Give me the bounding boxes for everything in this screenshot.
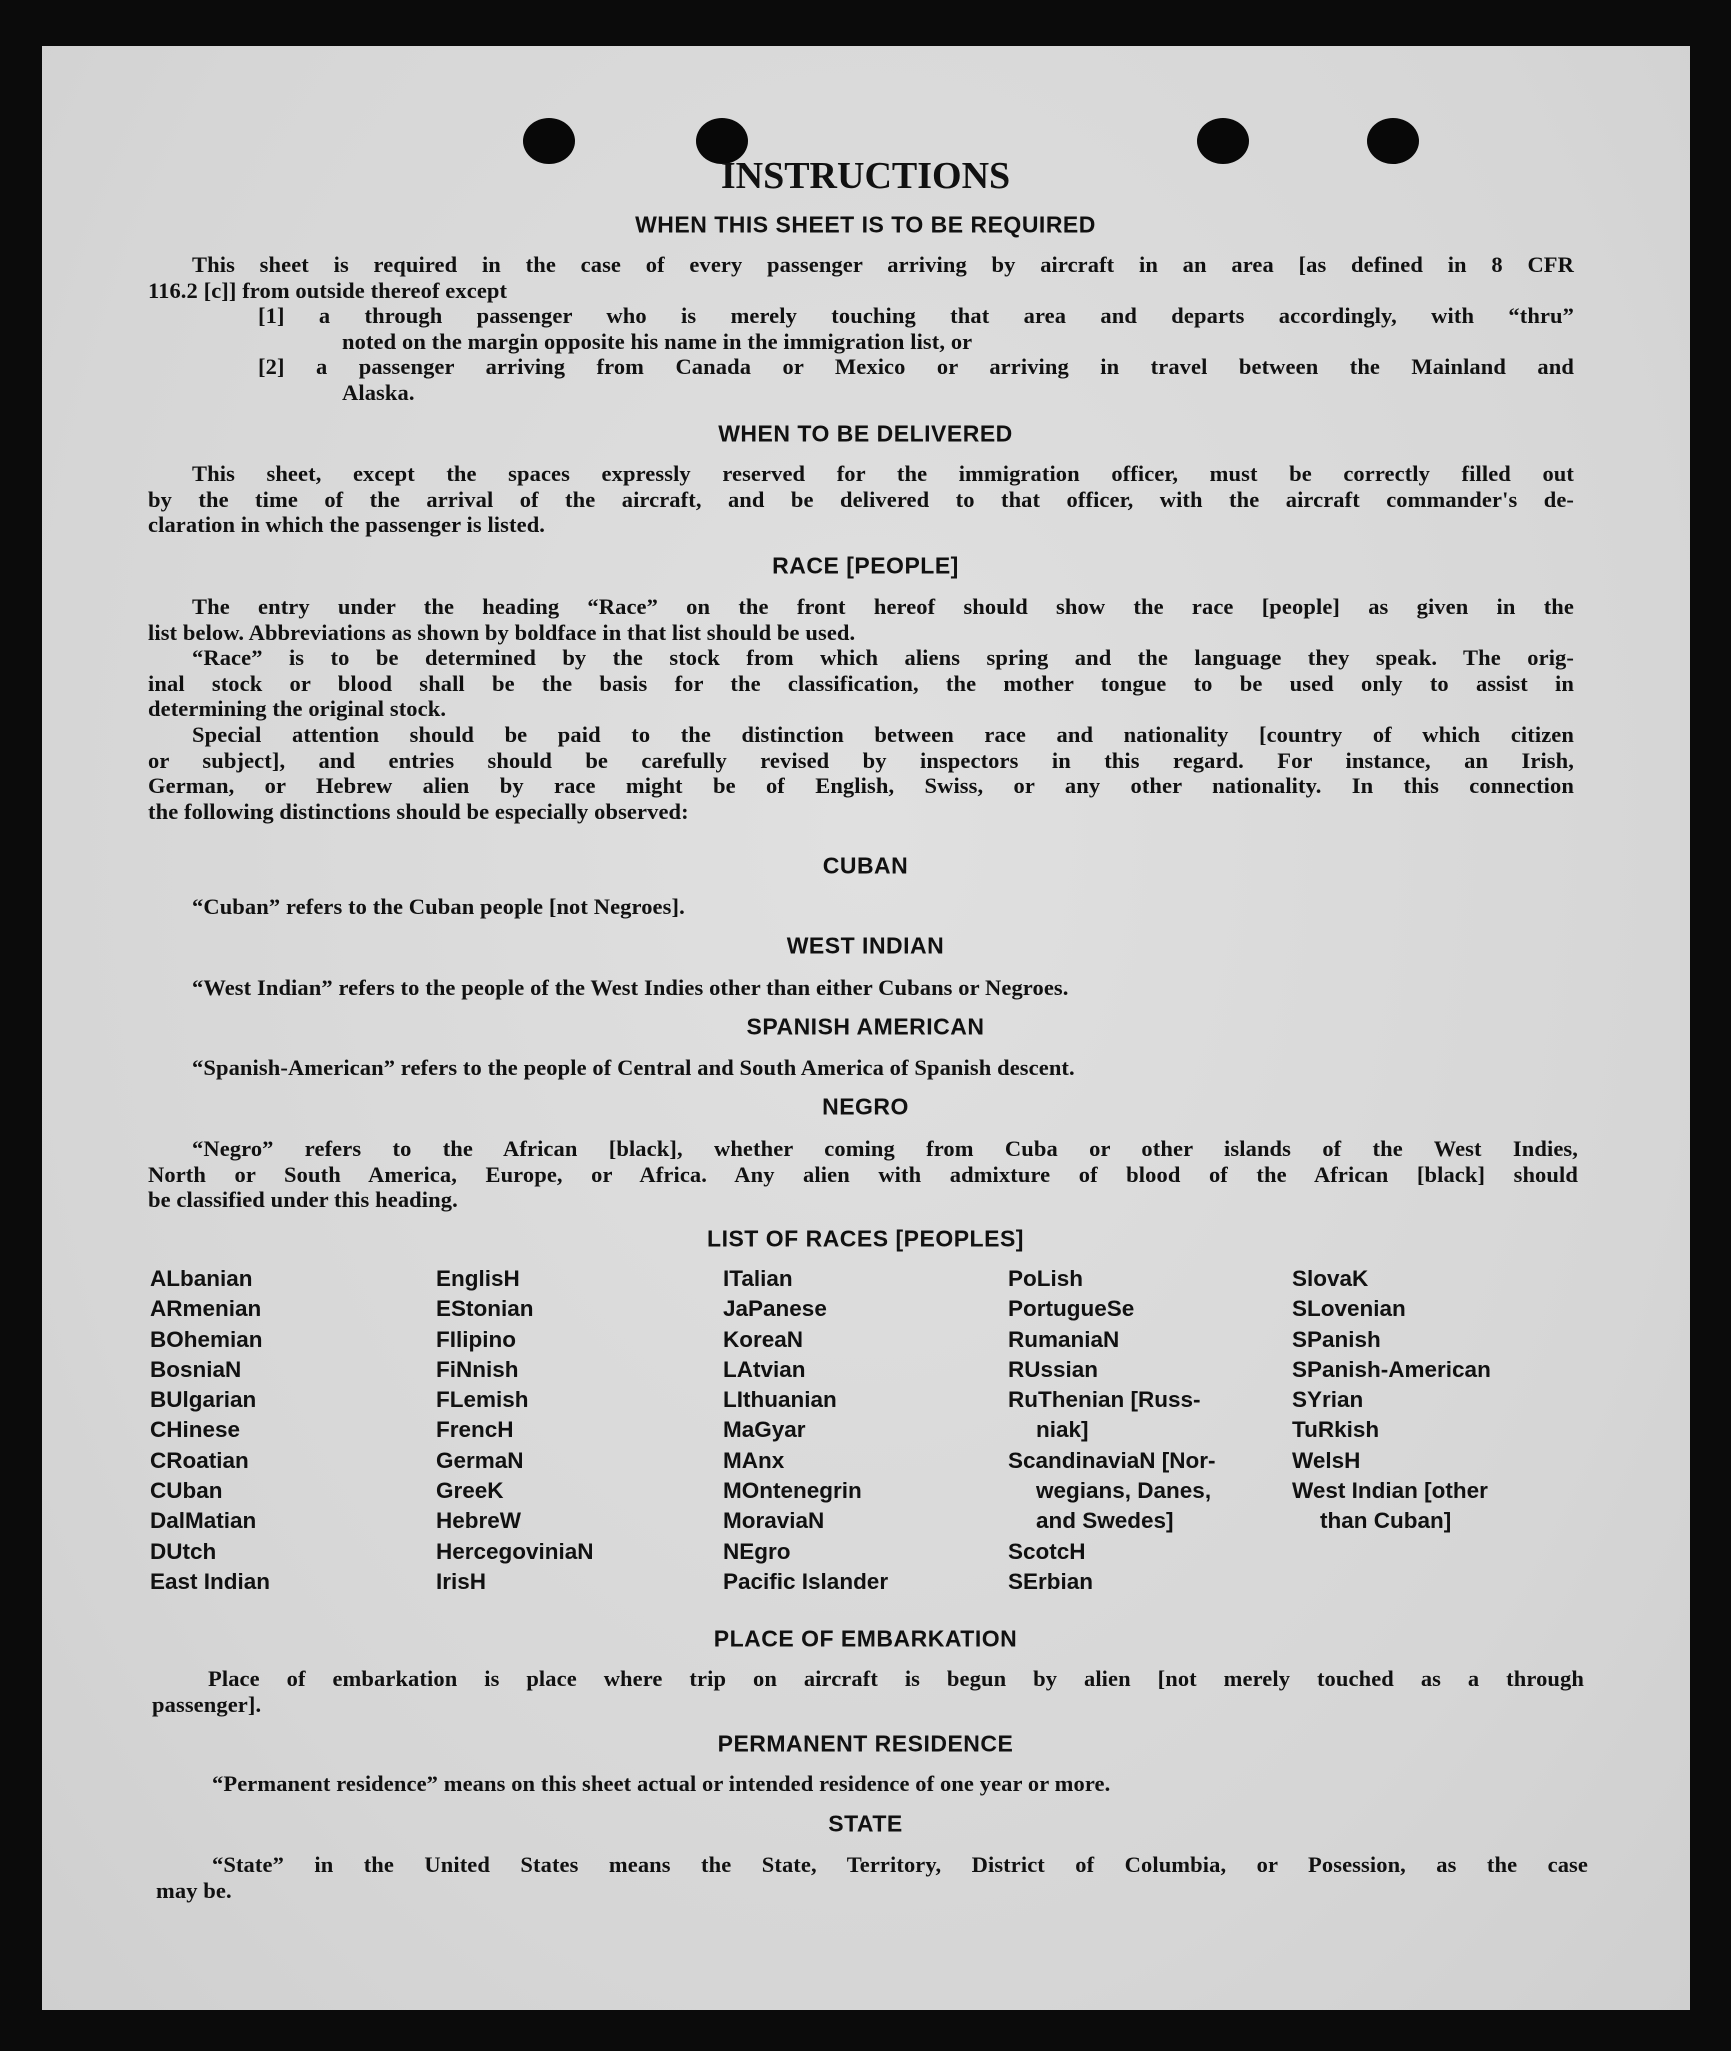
race-item: PoLish bbox=[1008, 1266, 1084, 1291]
race-item: EStonian bbox=[436, 1296, 534, 1322]
delivered-paragraph bbox=[148, 461, 1574, 538]
text-line: by the time of the arrival of the aircraft, and be delivered to that officer, with the aircraft commander's de- bbox=[148, 486, 1574, 512]
race-item: ITalian bbox=[723, 1266, 793, 1291]
race-item: RUssian bbox=[1008, 1356, 1099, 1382]
text-line: list below. Abbreviations as shown by boldface in that list should be used. bbox=[148, 619, 856, 645]
race-item: West Indian [other bbox=[1292, 1478, 1488, 1504]
race-item: CUban bbox=[150, 1478, 223, 1504]
heading-spanish-american: SPANISH AMERICAN bbox=[746, 1013, 985, 1040]
race-item: ALbanian bbox=[150, 1266, 253, 1291]
race-column bbox=[1008, 1264, 1216, 1597]
race-item: FiNnish bbox=[436, 1356, 519, 1382]
embarkation-paragraph bbox=[152, 1666, 1584, 1717]
race-item: CRoatian bbox=[150, 1447, 249, 1473]
race-item: SlovaK bbox=[1292, 1266, 1369, 1291]
state-paragraph bbox=[156, 1852, 1588, 1903]
race-item: and Swedes] bbox=[1036, 1508, 1174, 1534]
race-item: BosniaN bbox=[150, 1356, 242, 1382]
text-line: This sheet is required in the case of every passenger arriving by aircraft in an area [as defined in 8 CFR bbox=[192, 252, 1574, 277]
race-item: East Indian bbox=[150, 1568, 271, 1594]
text-line: “Cuban” refers to the Cuban people [not Negroes]. bbox=[192, 894, 685, 919]
race-item: MAnx bbox=[723, 1447, 785, 1473]
text-line: claration in which the passenger is listed. bbox=[148, 512, 546, 538]
race-item: than Cuban] bbox=[1320, 1508, 1452, 1534]
race-item: ScotcH bbox=[1008, 1538, 1086, 1564]
race-item: BOhemian bbox=[150, 1326, 263, 1352]
text-line: [1] a through passenger who is merely touching that area and departs accordingly, with “thru” bbox=[258, 303, 1574, 329]
race-item: KoreaN bbox=[723, 1326, 804, 1352]
heading-race: RACE [PEOPLE] bbox=[772, 552, 959, 579]
heading-cuban: CUBAN bbox=[822, 852, 909, 879]
race-item: SPanish-American bbox=[1292, 1356, 1491, 1382]
race-item: NEgro bbox=[723, 1538, 791, 1564]
heading-when-delivered: WHEN TO BE DELIVERED bbox=[718, 420, 1013, 447]
race-item: FrencH bbox=[436, 1417, 514, 1443]
text-line: inal stock or blood shall be the basis for the classification, the mother tongue to be used only to assist in bbox=[148, 670, 1574, 696]
race-item: MoraviaN bbox=[723, 1508, 825, 1534]
west-indian-text bbox=[148, 975, 1574, 1001]
race-item: SYrian bbox=[1292, 1387, 1364, 1413]
race-item: HebreW bbox=[436, 1508, 522, 1534]
text-line: Special attention should be paid to the distinction between race and nationality [country of which citizen bbox=[192, 721, 1574, 747]
text-line: “State” in the United States means the State, Territory, District of Columbia, or Posession, as the case bbox=[212, 1852, 1588, 1877]
race-item: EnglisH bbox=[436, 1266, 520, 1291]
race-column bbox=[723, 1264, 888, 1597]
race-item: ScandinaviaN [Nor- bbox=[1008, 1447, 1216, 1473]
required-paragraph bbox=[148, 252, 1574, 406]
race-item: GermaN bbox=[436, 1447, 524, 1473]
text-line: or subject], and entries should be carefully revised by inspectors in this regard. For instance, an Irish, bbox=[148, 747, 1574, 773]
text-line: German, or Hebrew alien by race might be of English, Swiss, or any other nationality. In this connection bbox=[148, 773, 1574, 799]
text-line: “West Indian” refers to the people of the West Indies other than either Cubans or Negroes. bbox=[192, 975, 1069, 1000]
race-item: IrisH bbox=[436, 1568, 487, 1594]
heading-state: STATE bbox=[828, 1810, 903, 1837]
heading-list-of-races: LIST OF RACES [PEOPLES] bbox=[707, 1225, 1024, 1252]
text-line: “Permanent residence” means on this sheet actual or intended residence of one year or more. bbox=[212, 1771, 1111, 1796]
heading-west-indian: WEST INDIAN bbox=[786, 932, 945, 959]
race-item: DUtch bbox=[150, 1538, 217, 1564]
race-item: Pacific Islander bbox=[723, 1568, 889, 1594]
race-item: MOntenegrin bbox=[723, 1478, 862, 1504]
text-line: “Negro” refers to the African [black], whether coming from Cuba or other islands of the West Indies, bbox=[192, 1136, 1578, 1161]
race-paragraph bbox=[148, 594, 1574, 824]
race-item: RuThenian [Russ- bbox=[1008, 1387, 1201, 1413]
text-line: “Race” is to be determined by the stock from which aliens spring and the language they speak. The orig- bbox=[192, 645, 1574, 671]
race-item: niak] bbox=[1036, 1417, 1089, 1443]
race-item: HercegoviniaN bbox=[436, 1538, 594, 1564]
page-title: INSTRUCTIONS bbox=[720, 155, 1011, 197]
race-item: JaPanese bbox=[723, 1296, 827, 1322]
race-column bbox=[150, 1264, 270, 1597]
cuban-text bbox=[148, 894, 1574, 920]
text-line: This sheet, except the spaces expressly reserved for the immigration officer, must be correctly filled out bbox=[192, 461, 1574, 486]
text-line: passenger]. bbox=[152, 1691, 262, 1717]
residence-text bbox=[148, 1771, 1594, 1797]
race-item: SPanish bbox=[1292, 1326, 1381, 1352]
race-item: LIthuanian bbox=[723, 1387, 837, 1413]
race-item: LAtvian bbox=[723, 1356, 806, 1382]
race-item: FIlipino bbox=[436, 1326, 516, 1352]
race-item: BUlgarian bbox=[150, 1387, 257, 1413]
race-item: PortugueSe bbox=[1008, 1296, 1135, 1322]
text-line: be classified under this heading. bbox=[148, 1187, 458, 1213]
heading-permanent-residence: PERMANENT RESIDENCE bbox=[717, 1730, 1014, 1757]
race-item: SLovenian bbox=[1292, 1296, 1406, 1322]
text-line: Place of embarkation is place where trip on aircraft is begun by alien [not merely touched as a through bbox=[208, 1666, 1584, 1691]
negro-paragraph bbox=[148, 1136, 1578, 1213]
heading-negro: NEGRO bbox=[822, 1093, 909, 1120]
text-line: [2] a passenger arriving from Canada or Mexico or arriving in travel between the Mainland and bbox=[258, 354, 1574, 380]
text-line: determining the original stock. bbox=[148, 696, 447, 722]
race-column bbox=[436, 1264, 594, 1597]
race-item: GreeK bbox=[436, 1478, 504, 1504]
text-line: may be. bbox=[156, 1877, 232, 1903]
race-item: wegians, Danes, bbox=[1036, 1478, 1212, 1504]
race-item: RumaniaN bbox=[1008, 1326, 1120, 1352]
race-item: ARmenian bbox=[150, 1296, 262, 1322]
text-line: North or South America, Europe, or Africa. Any alien with admixture of blood of the African [black] should bbox=[148, 1161, 1578, 1187]
text-line: “Spanish-American” refers to the people of Central and South America of Spanish descent. bbox=[192, 1055, 1075, 1080]
race-item: SErbian bbox=[1008, 1568, 1094, 1594]
heading-place-of-embarkation: PLACE OF EMBARKATION bbox=[713, 1625, 1018, 1652]
text-line: The entry under the heading “Race” on the front hereof should show the race [people] as given in the bbox=[192, 594, 1574, 619]
text-line: noted on the margin opposite his name in the immigration list, or bbox=[342, 328, 973, 354]
race-column bbox=[1292, 1264, 1491, 1537]
race-item: FLemish bbox=[436, 1387, 529, 1413]
race-item: TuRkish bbox=[1292, 1417, 1380, 1443]
race-item: MaGyar bbox=[723, 1417, 806, 1443]
race-item: CHinese bbox=[150, 1417, 241, 1443]
text-line: the following distinctions should be especially observed: bbox=[148, 798, 689, 824]
heading-when-required: WHEN THIS SHEET IS TO BE REQUIRED bbox=[635, 211, 1096, 238]
spanish-american-text bbox=[148, 1055, 1574, 1081]
race-item: WelsH bbox=[1292, 1447, 1361, 1473]
race-item: DalMatian bbox=[150, 1508, 257, 1534]
text-line: 116.2 [c]] from outside thereof except bbox=[148, 277, 508, 303]
text-line: Alaska. bbox=[342, 379, 415, 405]
